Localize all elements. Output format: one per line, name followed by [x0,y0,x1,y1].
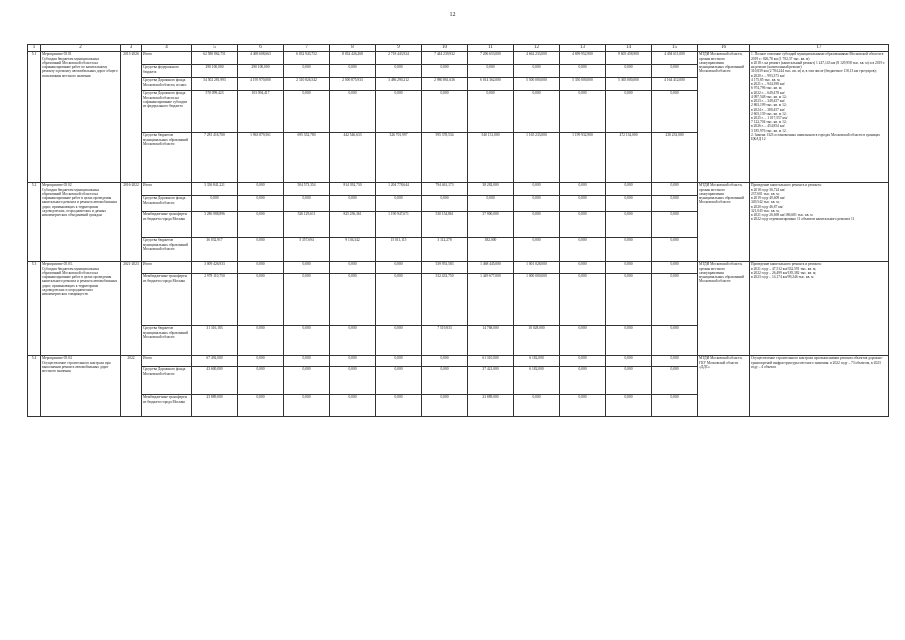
amount-cell: 6 032 943,752 [284,51,330,64]
amount-cell: 0,000 [376,325,422,355]
amount-cell: 814 392,730 [330,182,376,195]
amount-cell: 0,000 [284,355,330,366]
amount-cell: 0,000 [560,325,606,355]
funding-source: Итого [142,261,192,273]
amount-cell: 825 256,361 [330,211,376,237]
expected-result: Осуществление строительного контроля при выполнении ремонта объектов дорожно-транспортной инфраструктуры местного значения: в 2022 году – 73 объектов, в 2023 году – 4 объекта [750,355,889,416]
measure-name: Мероприятие 05.01 Субсидия бюджетам муниципальных образований Московской области на софинансирование работ по капитальному ремонту и ремонту автомобильных дорог общего пользования местного значения [41,51,121,182]
amount-cell: 0,000 [376,355,422,366]
row-number: 5.4 [28,355,41,416]
amount-cell: 0,000 [652,237,698,261]
column-number: 11 [468,45,514,52]
funding-source: Итого [142,51,192,64]
funding-source: Межбюджетные трансферты из бюджета города Москвы [142,211,192,237]
amount-cell: 0,000 [238,355,284,366]
amount-cell: 9 605 458,900 [606,51,652,64]
amount-cell: 0,000 [652,195,698,211]
amount-cell: 4 699 952,900 [560,51,606,64]
amount-cell: 0,000 [652,211,698,237]
amount-cell: 0,000 [284,195,330,211]
period: 2022 [121,355,142,416]
amount-cell: 4 195 970,000 [238,77,284,90]
amount-cell: 0,000 [652,394,698,416]
amount-cell: 0,000 [514,211,560,237]
amount-cell: 570 099,423 [192,90,238,132]
amount-cell: 0,000 [606,211,652,237]
column-number: 1 [28,45,41,52]
responsible-executor: МТДИ Московской области, ГКУ Московской области «ДДС» [698,355,750,416]
amount-cell: 0,000 [560,211,606,237]
amount-cell: 7 444 239,932 [422,51,468,64]
amount-cell: 0,000 [330,394,376,416]
amount-cell: 0,000 [376,273,422,325]
page-number: 12 [449,12,456,18]
column-number: 13 [560,45,606,52]
amount-cell: 0,000 [238,273,284,325]
amount-cell: 0,000 [606,237,652,261]
amount-cell: 0,000 [468,64,514,77]
amount-cell: 10 028,000 [514,325,560,355]
amount-cell: 4 164 412,000 [652,77,698,90]
column-number: 2 [41,45,121,52]
amount-cell: 0,000 [652,64,698,77]
amount-cell: 0,000 [606,195,652,211]
responsible-executor: МТДИ Московской области, органы местного самоуправления муниципальных образований Московской области [698,182,750,261]
amount-cell: 5 350 000,000 [560,77,606,90]
amount-cell: 0,000 [330,64,376,77]
amount-cell: 0,000 [560,182,606,195]
period: 2013-2026 [121,51,142,182]
amount-cell: 62 580 862,751 [192,51,238,64]
amount-cell: 0,000 [606,182,652,195]
amount-cell: 0,000 [652,90,698,132]
amount-cell: 0,000 [330,366,376,394]
amount-cell: 0,000 [422,195,468,211]
amount-cell: 504 573,354 [284,182,330,195]
amount-cell: 1 199 932,900 [560,132,606,182]
amount-cell: 2 980 861,636 [422,77,468,90]
amount-cell: 595 378,534 [422,132,468,182]
column-number: 3 [121,45,142,52]
amount-cell: 0,000 [376,195,422,211]
amount-cell: 3 336 841,221 [192,182,238,195]
amount-cell: 0,000 [514,394,560,416]
amount-cell: 0,000 [284,325,330,355]
funding-source: Средства Дорожного фонда Московской области [142,195,192,211]
amount-cell: 37 421,000 [468,366,514,394]
amount-cell: 0,000 [652,182,698,195]
amount-cell: 1 468 445,000 [468,261,514,273]
column-number: 6 [238,45,284,52]
amount-cell: 15 011,115 [376,237,422,261]
period: 2016-2022 [121,182,142,261]
amount-cell: 31 316,183 [192,325,238,355]
amount-cell: 4 494 611,000 [652,51,698,64]
amount-cell: 0,000 [514,237,560,261]
amount-cell: 0,000 [376,394,422,416]
amount-cell: 0,000 [238,394,284,416]
amount-cell: 0,000 [606,355,652,366]
amount-cell: 2 978 110,750 [192,273,238,325]
amount-cell: 0,000 [652,325,698,355]
amount-cell: 526 129,611 [284,211,330,237]
column-number: 12 [514,45,560,52]
amount-cell: 3 112,278 [422,237,468,261]
amount-cell: 0,000 [422,394,468,416]
funding-source: Межбюджетные трансферты из бюджета города Москвы [142,394,192,416]
amount-cell: 23 889,000 [192,394,238,416]
funding-source: Средства Дорожного фонда Московской области [142,366,192,394]
amount-cell: 0,000 [560,64,606,77]
row-number: 5.1 [28,51,41,182]
amount-cell: 290 100,000 [192,64,238,77]
amount-cell: 794 461,173 [422,182,468,195]
amount-cell: 1 165 233,000 [514,132,560,182]
amount-cell: 4 469 608,663 [238,51,284,64]
amount-cell: 0,000 [376,90,422,132]
amount-cell: 0,000 [560,273,606,325]
amount-cell: 0,000 [652,273,698,325]
measure-name: Мероприятие 05.03. Субсидия бюджетам муниципальных образований Московской области на софинансирование работ в целях проведения капитального ремонта и ремонта автомобильных дорог, примыкающих к территориям садоводческих и огороднических некоммерческих товариществ [41,261,121,355]
amount-cell: 442 546,633 [330,132,376,182]
column-number: 9 [376,45,422,52]
amount-cell: 6 182,000 [514,366,560,394]
table-row [28,182,889,195]
amount-cell: 0,000 [468,195,514,211]
row-number: 5.3 [28,261,41,355]
amount-cell: 0,000 [330,273,376,325]
amount-cell: 0,000 [560,261,606,273]
amount-cell: 0,000 [468,90,514,132]
amount-cell: 5 500 000,000 [514,77,560,90]
amount-cell: 0,000 [560,90,606,132]
column-number: 17 [750,45,889,52]
program-table [27,44,889,417]
amount-cell: 38 282,000 [468,182,514,195]
amount-cell: 0,000 [606,261,652,273]
amount-cell: 54 502 281,993 [192,77,238,90]
amount-cell: 4 662 233,000 [514,51,560,64]
amount-cell: 326 701,997 [376,132,422,182]
amount-cell: 0,000 [514,64,560,77]
amount-cell: 540 131,000 [468,132,514,182]
amount-cell: 230 233,000 [652,132,698,182]
amount-cell: 0,000 [652,355,698,366]
amount-cell: 36 032,917 [192,237,238,261]
column-number: 10 [422,45,468,52]
amount-cell: 0,000 [238,195,284,211]
amount-cell: 1 204 778,644 [376,182,422,195]
amount-cell: 3 009 426,933 [192,261,238,273]
amount-cell: 0,000 [192,195,238,211]
amount-cell: 0,000 [238,366,284,394]
column-number: 4 [142,45,192,52]
amount-cell: 695 352,780 [284,132,330,182]
amount-cell: 0,000 [422,90,468,132]
amount-cell: 0,000 [514,90,560,132]
amount-cell: 472 134,000 [606,132,652,182]
measure-name: Мероприятие 05.02 Субсидия бюджетам муниципальных образований Московской области на софинансирование работ в целях проведения капитального ремонта и ремонта автомобильных дорог, примыкающих к территориям садоводческих, огороднических и дачных некоммерческих объединений граждан [41,182,121,261]
amount-cell: 0,000 [560,195,606,211]
amount-cell: 0,000 [606,273,652,325]
amount-cell: 0,000 [284,64,330,77]
funding-source: Средства Дорожного фонда Московской области на софинансирование субсидии из федерального бюджета [142,90,192,132]
amount-cell: 6 014 362,000 [468,77,514,90]
amount-cell: 0,000 [514,182,560,195]
amount-cell: 0,000 [238,261,284,273]
amount-cell: 9 136,342 [330,237,376,261]
measure-name: Мероприятие 05.04 Осуществление строительного контроля при выполнении ремонта автомобильных дорог местного значения [41,355,121,416]
column-number: 14 [606,45,652,52]
amount-cell: 3 286 988,896 [192,211,238,237]
amount-cell: 2 310 826,542 [284,77,330,90]
amount-cell: 0,000 [284,261,330,273]
amount-cell: 0,000 [330,195,376,211]
amount-cell: 5 365 000,000 [606,77,652,90]
amount-cell: 1 449 677,000 [468,273,514,325]
amount-cell: 0,000 [284,366,330,394]
amount-cell: 0,000 [330,90,376,132]
amount-cell: 0,000 [422,355,468,366]
amount-cell: 0,000 [560,237,606,261]
table-row [28,355,889,366]
funding-source: Средства бюджетов муниципальных образований Московской области [142,325,192,355]
amount-cell: 67 492,000 [192,355,238,366]
amount-cell: 382,000 [468,237,514,261]
amount-cell: 0,000 [284,273,330,325]
amount-cell: 0,000 [238,182,284,195]
amount-cell: 1 963 879,561 [238,132,284,182]
amount-cell: 5 357,694 [284,237,330,261]
funding-source: Средства бюджетов муниципальных образований Московской области [142,132,192,182]
amount-cell: 0,000 [606,90,652,132]
amount-cell: 539 953,583 [422,261,468,273]
responsible-executor: МТДИ Московской области, органы местного самоуправления муниципальных образований Московской области [698,51,750,182]
amount-cell: 0,000 [238,237,284,261]
column-number: 7 [284,45,330,52]
row-number: 5.2 [28,182,41,261]
amount-cell: 8 032 426,268 [330,51,376,64]
amount-cell: 61 310,000 [468,355,514,366]
funding-source: Итого [142,355,192,366]
amount-cell: 0,000 [606,64,652,77]
amount-cell: 0,000 [330,261,376,273]
amount-cell: 103 094,417 [238,90,284,132]
amount-cell: 0,000 [606,394,652,416]
amount-cell: 290 100,000 [238,64,284,77]
funding-source: Межбюджетные трансферты из бюджета города Москвы [142,273,192,325]
amount-cell: 7 206 653,000 [468,51,514,64]
amount-cell: 2 500 875,933 [330,77,376,90]
amount-cell: 3 486 290,212 [376,77,422,90]
amount-cell: 0,000 [376,366,422,394]
amount-cell: 0,000 [560,366,606,394]
expected-result: Проведение капитального ремонта и ремонта: в 2018 году 36,724 км/ 237,601 тыс. кв. м; в 2019 году 40,609 км/ 349,542 тыс. кв. м; в 2020 году 46,87 км/ 321,045 тыс. кв. м; в 2021 году 26,669 км/186,681 тыс. кв. м в 2022 году отремонтировано 11 объектов капитального ремонта 11 [750,182,889,261]
column-number-row [28,45,889,52]
amount-cell: 0,000 [238,211,284,237]
amount-cell: 0,000 [376,64,422,77]
funding-source: Итого [142,182,192,195]
funding-source: Средства Дорожного фонда Московской области, из них: [142,77,192,90]
expected-result: 1. Полное освоение субсидий муниципальными образованиями Московской области в 2019 г.: 826,78 км (1 702,37 тыс. кв. м) в 2018 г. на ремонт (капитальный ремонт) 1 247,143 км (8 129,958 тыс. кв. м) и в 2019 г. на ремонт (капитальный ремонт) 310,839 км (2 784,244 тыс. кв. м) и, в том числе (бюджетное 118,13 км тротуаров); в 2020 г. – 993,373 км/ 4 175,85 тыс. кв. м; в 2021 г. – 944,398 км/ 6 974,796 тыс. кв. м; в 2022 г. – 649,478 км/ 4 097,548 тыс. кв. м 12; в 2023 г. – 349,457 км/ 2 863,199 тыс. кв. м 12; в 2024 г. – 380,457 км/ 2 603,139 тыс. кв. м 12; в 2025 г. – 1 017,557 км/ 7 122,704 тыс. кв. м 12; в 2026 г. – 454,854 км/ 3 185,976 тыс. кв. м 12. 2. Замена 1323 остановочных павильонов в городах Московской области в границах ЦКАД 12 [750,51,889,182]
table-row [28,261,889,273]
funding-source: Средства бюджетов муниципальных образований Московской области [142,237,192,261]
amount-cell: 14 768,000 [468,325,514,355]
amount-cell: 0,000 [422,64,468,77]
amount-cell: 1 001 028,000 [514,261,560,273]
amount-cell: 1 190 947,671 [376,211,422,237]
amount-cell: 7 519,833 [422,325,468,355]
amount-cell: 23 889,000 [468,394,514,416]
amount-cell: 0,000 [376,261,422,273]
amount-cell: 532 433,750 [422,273,468,325]
amount-cell: 6 182,000 [514,355,560,366]
amount-cell: 1 000 000,000 [514,273,560,325]
amount-cell: 2 718 443,924 [376,51,422,64]
column-number: 15 [652,45,698,52]
amount-cell: 43 600,000 [192,366,238,394]
amount-cell: 0,000 [330,355,376,366]
amount-cell: 0,000 [560,394,606,416]
funding-source: Средства федерального бюджета [142,64,192,77]
amount-cell: 0,000 [560,355,606,366]
table-row [28,51,889,64]
amount-cell: 0,000 [606,325,652,355]
amount-cell: 0,000 [652,366,698,394]
column-number: 5 [192,45,238,52]
amount-cell: 0,000 [422,366,468,394]
amount-cell: 0,000 [652,261,698,273]
amount-cell: 0,000 [606,366,652,394]
expected-result: Проведение капитального ремонта и ремонта: в 2021 году – 47,512 км/332,591 тыс. кв. м; в 2022 году – 26,499 км/185,382 тыс. кв. м; в 2023 году – 14,174 км/99,246 тыс. кв. м [750,261,889,355]
amount-cell: 0,000 [284,394,330,416]
period: 2021-2023 [121,261,142,355]
amount-cell: 7 281 416,700 [192,132,238,182]
amount-cell: 0,000 [514,195,560,211]
responsible-executor: МТДИ Московской области, органы местного самоуправления муниципальных образований Московской области [698,261,750,355]
amount-cell: 0,000 [238,325,284,355]
column-number: 16 [698,45,750,52]
column-number: 8 [330,45,376,52]
amount-cell: 37 900,000 [468,211,514,237]
amount-cell: 0,000 [330,325,376,355]
amount-cell: 530 154,861 [422,211,468,237]
amount-cell: 0,000 [284,90,330,132]
